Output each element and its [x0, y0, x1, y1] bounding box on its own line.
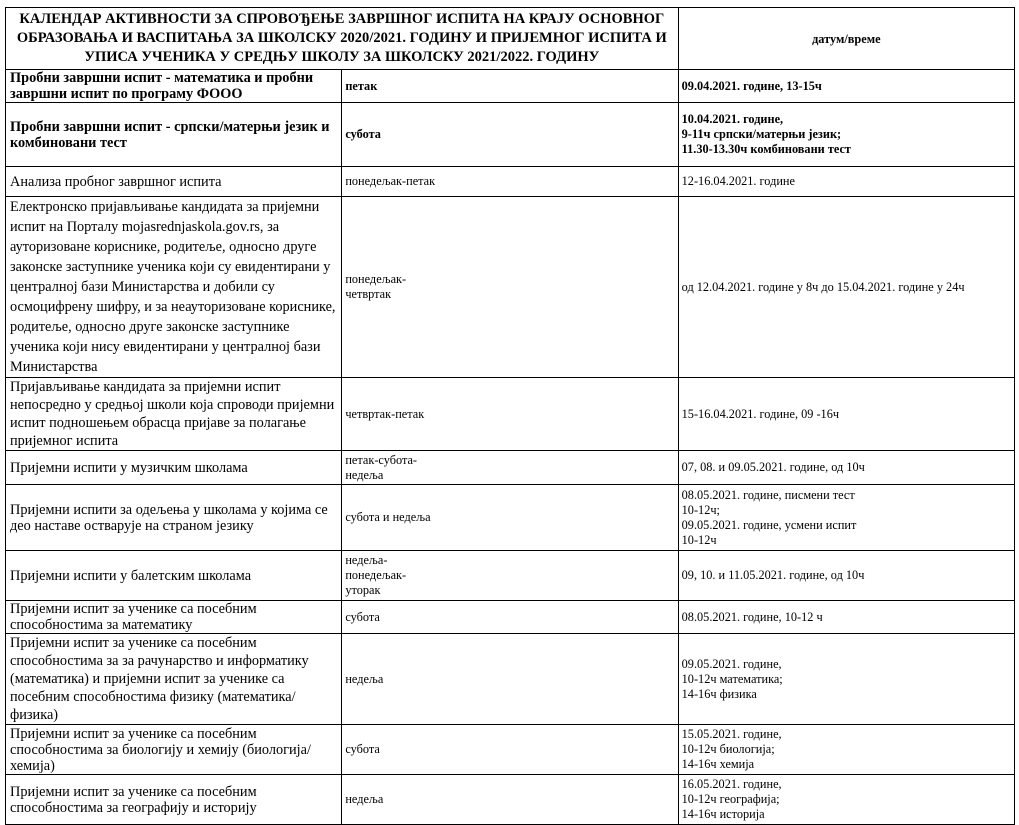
header-row	[6, 8, 1015, 70]
table-row	[6, 601, 1015, 634]
activity-cell: Пријемни испит за ученике са посебним способностима за географију и историју	[6, 775, 342, 825]
activity-cell: Електронско пријављивање кандидата за пријемни испит на Порталу mojasrednjaskola.gov.rs, за ауторизоване кориснике, родитеље, односно друге законске заступнике ученика који су евидентирани у централној бази Министарства и добили су осмоцифрену шифру, и за неауторизоване кориснике, родитеље, односно друге законске заступнике ученика који нису евидентирани у централној бази Министарства	[6, 197, 342, 378]
table-row	[6, 725, 1015, 775]
date-cell: 08.05.2021. године, писмени тест 10-12ч; 09.05.2021. године, усмени испит 10-12ч	[678, 485, 1014, 551]
activity-cell: Пријемни испити за одељења у школама у којима се део наставе остварује на страном језику	[6, 485, 342, 551]
date-cell: 09, 10. и 11.05.2021. године, од 10ч	[678, 551, 1014, 601]
day-cell: субота	[342, 725, 678, 775]
date-cell: 16.05.2021. године, 10-12ч географија; 14-16ч историја	[678, 775, 1014, 825]
date-cell: 09.04.2021. године, 13-15ч	[678, 70, 1014, 103]
date-cell: 10.04.2021. године, 9-11ч српски/матерњи језик; 11.30-13.30ч комбиновани тест	[678, 103, 1014, 167]
table-row	[6, 167, 1015, 197]
date-cell: 09.05.2021. године, 10-12ч математика; 14-16ч физика	[678, 634, 1014, 725]
day-cell: понедељак-петак	[342, 167, 678, 197]
date-cell: од 12.04.2021. године у 8ч до 15.04.2021. године у 24ч	[678, 197, 1014, 378]
activity-cell: Пријављивање кандидата за пријемни испит непосредно у средњој школи која спроводи пријемни испит подношењем обрасца пријаве за полагање пријемног испита	[6, 378, 342, 451]
day-cell: петак-субота- недеља	[342, 451, 678, 485]
table-row	[6, 103, 1015, 167]
day-cell: субота	[342, 103, 678, 167]
day-cell: петак	[342, 70, 678, 103]
activity-cell: Пробни завршни испит - српски/матерњи језик и комбиновани тест	[6, 103, 342, 167]
activity-cell: Пријемни испит за ученике са посебним способностима за математику	[6, 601, 342, 634]
date-cell: 15.05.2021. године, 10-12ч биологија; 14-16ч хемија	[678, 725, 1014, 775]
day-cell: недеља	[342, 634, 678, 725]
activity-cell: Пријемни испит за ученике са посебним способностима за за рачунарство и информатику (математика) и пријемни испит за ученике са посебним способностима физику (математика/физика)	[6, 634, 342, 725]
activity-cell: Пријемни испити у музичким школама	[6, 451, 342, 485]
table-row	[6, 551, 1015, 601]
table-row	[6, 197, 1015, 378]
day-cell: недеља	[342, 775, 678, 825]
activity-cell: Анализа пробног завршног испита	[6, 167, 342, 197]
day-cell: недеља- понедељак- уторак	[342, 551, 678, 601]
day-cell: понедељак- четвртак	[342, 197, 678, 378]
day-cell: субота	[342, 601, 678, 634]
activity-cell: Пробни завршни испит - математика и пробни завршни испит по програму ФООО	[6, 70, 342, 103]
day-cell: четвртак-петак	[342, 378, 678, 451]
table-row	[6, 378, 1015, 451]
activity-cell: Пријемни испит за ученике са посебним способностима за биологију и хемију (биологија/хемија)	[6, 725, 342, 775]
table-row	[6, 70, 1015, 103]
table-row	[6, 775, 1015, 825]
table-row	[6, 634, 1015, 725]
date-column-header: датум/време	[678, 8, 1014, 70]
document-title: КАЛЕНДАР АКТИВНОСТИ ЗА СПРОВОЂЕЊЕ ЗАВРШНОГ ИСПИТА НА КРАЈУ ОСНОВНОГ ОБРАЗОВАЊА И ВАСПИТАЊА ЗА ШКОЛСКУ 2020/2021. ГОДИНУ И ПРИЈЕМНОГ ИСПИТА И УПИСА УЧЕНИКА У СРЕДЊУ ШКОЛУ ЗА ШКОЛСКУ 2021/2022. ГОДИНУ	[6, 8, 679, 70]
date-cell: 15-16.04.2021. године, 09 -16ч	[678, 378, 1014, 451]
table-row	[6, 485, 1015, 551]
date-cell: 12-16.04.2021. године	[678, 167, 1014, 197]
calendar-table	[5, 7, 1015, 825]
table-row	[6, 451, 1015, 485]
day-cell: субота и недеља	[342, 485, 678, 551]
activity-cell: Пријемни испити у балетским школама	[6, 551, 342, 601]
date-cell: 07, 08. и 09.05.2021. године, од 10ч	[678, 451, 1014, 485]
date-cell: 08.05.2021. године, 10-12 ч	[678, 601, 1014, 634]
